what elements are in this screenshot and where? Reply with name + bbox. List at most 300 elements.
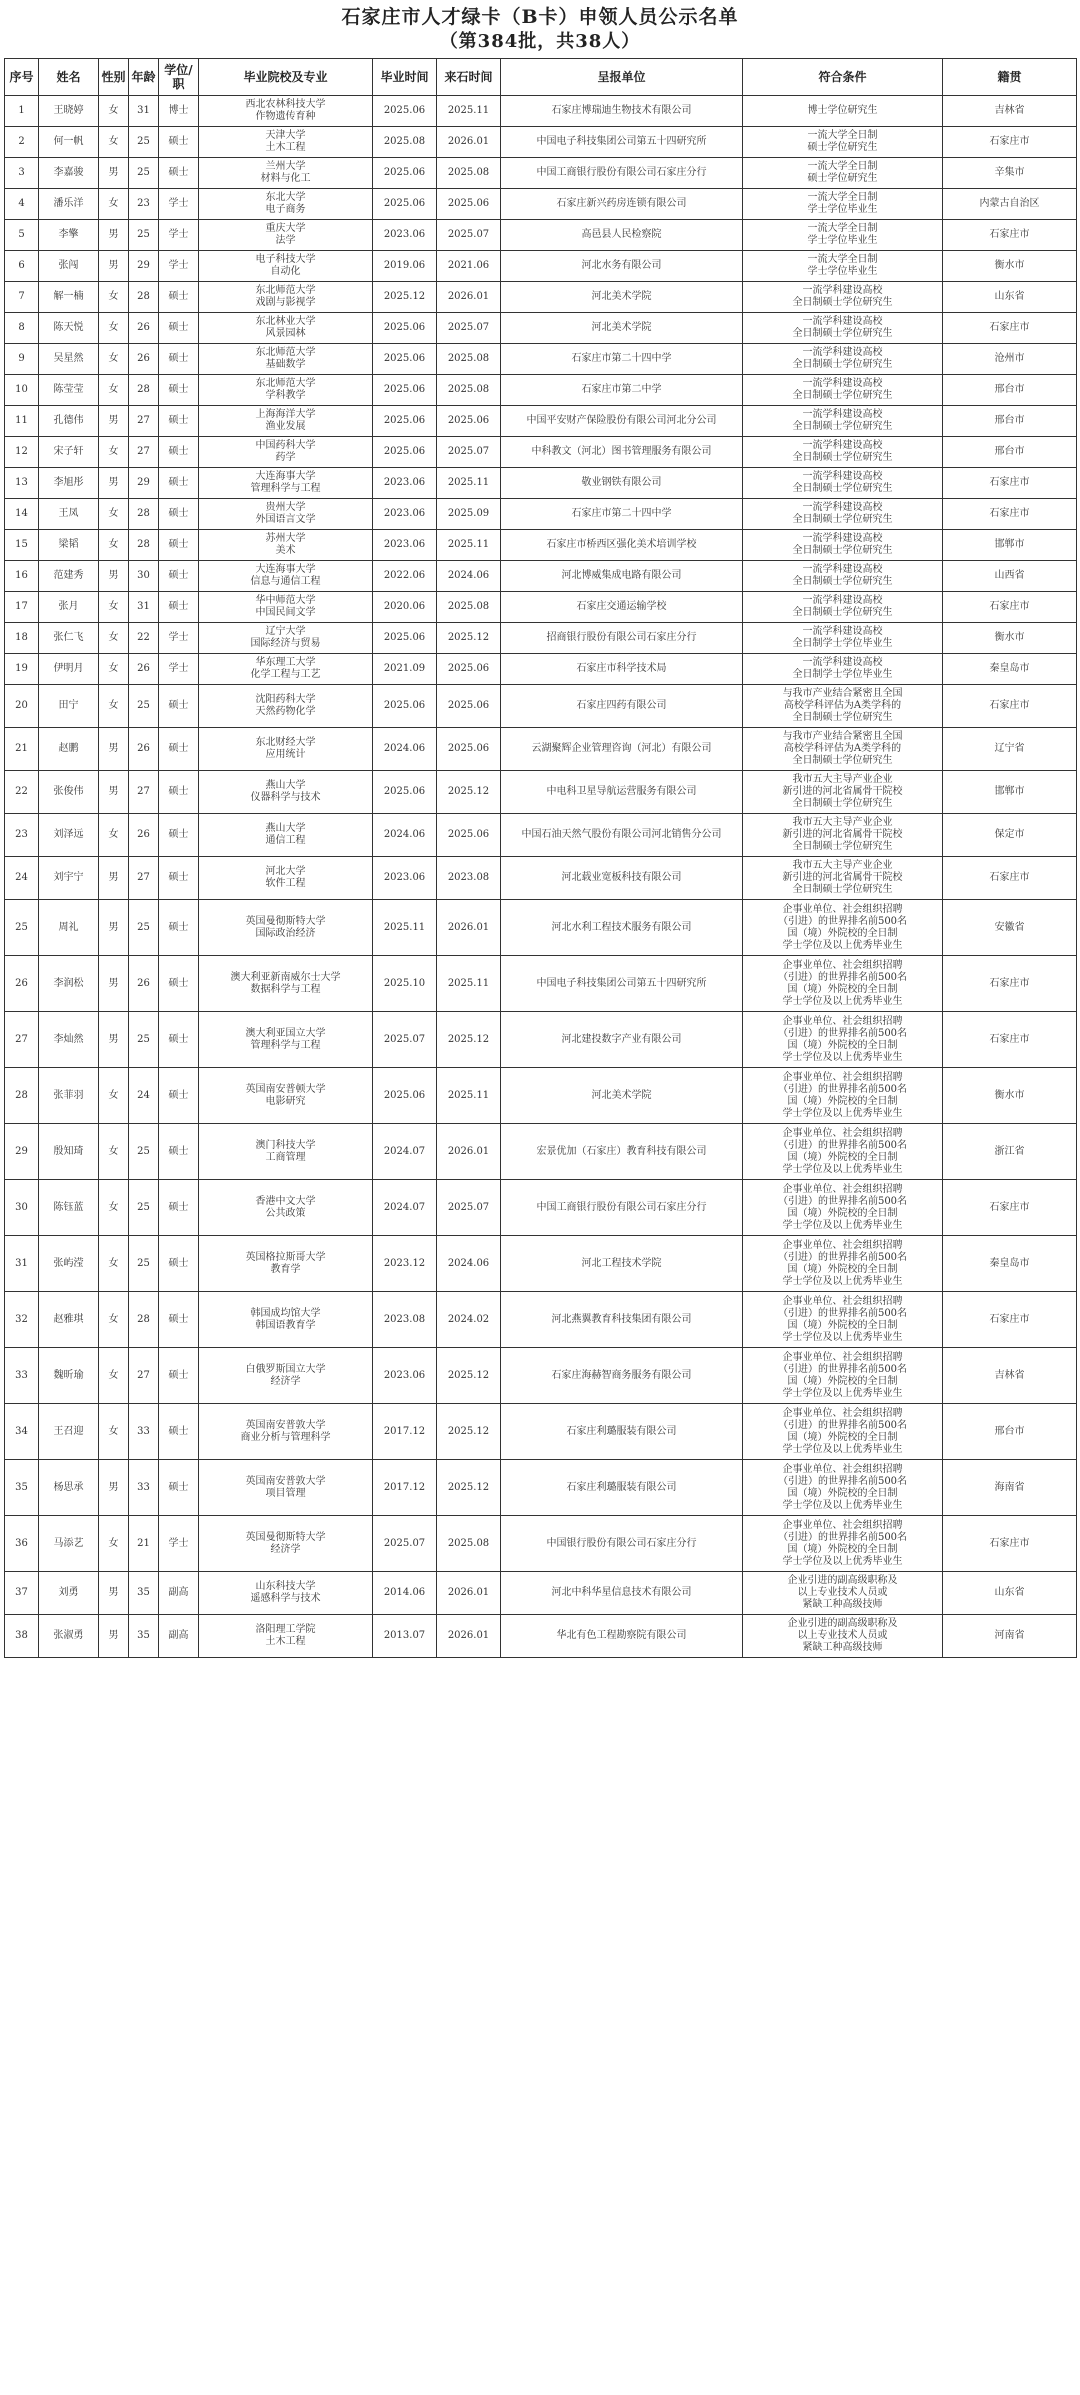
cell-name: 李润松 xyxy=(39,956,99,1012)
cell-age: 22 xyxy=(129,623,159,654)
cell-grad-time: 2025.06 xyxy=(373,406,437,437)
cell-age: 26 xyxy=(129,344,159,375)
cell-unit: 石家庄利璐服装有限公司 xyxy=(501,1404,743,1460)
cell-no: 5 xyxy=(5,220,39,251)
cell-no: 14 xyxy=(5,499,39,530)
cell-sex: 女 xyxy=(99,685,129,728)
cell-school xyxy=(199,956,373,1012)
cell-school-line: 东北林业大学 xyxy=(255,316,316,327)
cell-grad-time: 2023.06 xyxy=(373,468,437,499)
cell-condition-line: 企事业单位、社会组织招聘 xyxy=(782,903,903,915)
cell-degree: 硕士 xyxy=(159,282,199,313)
cell-school xyxy=(199,623,373,654)
table-row xyxy=(5,1012,1077,1068)
cell-degree: 学士 xyxy=(159,654,199,685)
cell-condition-line: 高校学科评估为A类学科的 xyxy=(783,700,902,711)
cell-school xyxy=(199,900,373,956)
cell-unit: 河北博威集成电路有限公司 xyxy=(501,561,743,592)
cell-age: 21 xyxy=(129,1516,159,1572)
table-row xyxy=(5,437,1077,468)
cell-school xyxy=(199,857,373,900)
cell-name: 陈钰蓝 xyxy=(39,1180,99,1236)
cell-condition-line: 学士学位及以上优秀毕业生 xyxy=(782,1163,903,1175)
cell-sex: 男 xyxy=(99,468,129,499)
cell-age: 28 xyxy=(129,499,159,530)
cell-degree: 硕士 xyxy=(159,561,199,592)
cell-origin: 衡水市 xyxy=(943,1068,1077,1124)
cell-sex: 女 xyxy=(99,1292,129,1348)
cell-sex: 女 xyxy=(99,814,129,857)
cell-condition-line: 国（境）外院校的全日制 xyxy=(787,983,898,995)
cell-grad-time: 2025.06 xyxy=(373,313,437,344)
cell-condition-line: 我市五大主导产业企业 xyxy=(792,817,893,828)
cell-name: 刘勇 xyxy=(39,1572,99,1615)
cell-degree: 硕士 xyxy=(159,406,199,437)
cell-arrive-time: 2025.11 xyxy=(437,96,501,127)
cell-grad-time: 2025.06 xyxy=(373,437,437,468)
cell-school-line: 土木工程 xyxy=(265,1636,306,1647)
cell-school-line: 东北师范大学 xyxy=(255,347,316,358)
cell-arrive-time: 2025.11 xyxy=(437,468,501,499)
cell-grad-time: 2013.07 xyxy=(373,1615,437,1658)
cell-grad-time: 2023.06 xyxy=(373,530,437,561)
cell-age: 25 xyxy=(129,1236,159,1292)
cell-no: 38 xyxy=(5,1615,39,1658)
cell-origin: 石家庄市 xyxy=(943,1180,1077,1236)
cell-school-line: 山东科技大学 xyxy=(255,1581,316,1592)
table-row xyxy=(5,251,1077,282)
cell-school xyxy=(199,685,373,728)
cell-arrive-time: 2025.11 xyxy=(437,956,501,1012)
cell-school-line: 信息与通信工程 xyxy=(250,576,321,587)
cell-age: 26 xyxy=(129,313,159,344)
header-no: 序号 xyxy=(5,59,39,96)
cell-condition-line: 全日制硕士学位研究生 xyxy=(792,798,893,809)
cell-age: 25 xyxy=(129,685,159,728)
cell-no: 17 xyxy=(5,592,39,623)
cell-school-line: 公共政策 xyxy=(265,1207,306,1219)
cell-condition-line: 企业引进的副高级职称及 xyxy=(787,1618,898,1629)
cell-origin: 石家庄市 xyxy=(943,956,1077,1012)
cell-degree: 硕士 xyxy=(159,1124,199,1180)
cell-school-line: 韩国成均馆大学 xyxy=(250,1307,321,1319)
header-origin: 籍贯 xyxy=(943,59,1077,96)
table-row xyxy=(5,1516,1077,1572)
cell-sex: 女 xyxy=(99,530,129,561)
cell-sex: 女 xyxy=(99,375,129,406)
cell-origin: 安徽省 xyxy=(943,900,1077,956)
cell-unit: 中国银行股份有限公司石家庄分行 xyxy=(501,1516,743,1572)
cell-grad-time: 2024.06 xyxy=(373,728,437,771)
cell-school-line: 国际经济与贸易 xyxy=(250,638,321,649)
cell-origin: 石家庄市 xyxy=(943,127,1077,158)
cell-condition-line: 学士学位毕业生 xyxy=(807,235,878,246)
cell-condition xyxy=(743,1068,943,1124)
cell-school-line: 药学 xyxy=(275,452,296,463)
cell-school-line: 材料与化工 xyxy=(260,173,311,184)
cell-sex: 女 xyxy=(99,282,129,313)
cell-arrive-time: 2025.08 xyxy=(437,158,501,189)
cell-degree: 硕士 xyxy=(159,1236,199,1292)
cell-school-line: 经济学 xyxy=(270,1375,301,1387)
cell-arrive-time: 2025.12 xyxy=(437,623,501,654)
cell-sex: 女 xyxy=(99,1516,129,1572)
cell-grad-time: 2025.06 xyxy=(373,771,437,814)
table-row xyxy=(5,313,1077,344)
cell-sex: 男 xyxy=(99,1460,129,1516)
cell-age: 30 xyxy=(129,561,159,592)
cell-origin: 内蒙古自治区 xyxy=(943,189,1077,220)
header-sex: 性别 xyxy=(99,59,129,96)
cell-origin: 河南省 xyxy=(943,1615,1077,1658)
cell-school-line: 华中师范大学 xyxy=(255,595,316,606)
document-title: 石家庄市人才绿卡（B卡）申领人员公示名单 xyxy=(341,6,739,28)
cell-grad-time: 2023.08 xyxy=(373,1292,437,1348)
cell-no: 15 xyxy=(5,530,39,561)
cell-origin: 辽宁省 xyxy=(943,728,1077,771)
cell-condition-line: 一流学科建设高校 xyxy=(802,533,883,544)
table-row xyxy=(5,592,1077,623)
cell-grad-time: 2025.06 xyxy=(373,375,437,406)
cell-condition xyxy=(743,530,943,561)
cell-no: 3 xyxy=(5,158,39,189)
cell-condition xyxy=(743,344,943,375)
table-row xyxy=(5,375,1077,406)
cell-condition xyxy=(743,1124,943,1180)
cell-degree: 硕士 xyxy=(159,468,199,499)
cell-unit: 河北载业宽板科技有限公司 xyxy=(501,857,743,900)
table-row xyxy=(5,406,1077,437)
cell-no: 29 xyxy=(5,1124,39,1180)
cell-school xyxy=(199,375,373,406)
cell-age: 25 xyxy=(129,900,159,956)
cell-name: 马添艺 xyxy=(39,1516,99,1572)
cell-condition-line: 企事业单位、社会组织招聘 xyxy=(782,1463,903,1475)
cell-condition-line: 学士学位毕业生 xyxy=(807,266,878,277)
cell-condition-line: 全日制硕士学位研究生 xyxy=(792,576,893,587)
table-row xyxy=(5,1572,1077,1615)
cell-school-line: 澳大利亚新南威尔士大学 xyxy=(230,971,341,983)
cell-school-line: 英国曼彻斯特大学 xyxy=(245,915,326,927)
cell-sex: 女 xyxy=(99,127,129,158)
cell-condition-line: 国（境）外院校的全日制 xyxy=(787,927,898,939)
cell-age: 28 xyxy=(129,530,159,561)
cell-condition-line: 一流学科建设高校 xyxy=(802,347,883,358)
cell-grad-time: 2014.06 xyxy=(373,1572,437,1615)
cell-school-line: 美术 xyxy=(275,545,296,556)
cell-school-line: 电子商务 xyxy=(265,204,306,215)
cell-condition-line: 全日制硕士学位研究生 xyxy=(792,607,893,618)
cell-school xyxy=(199,530,373,561)
cell-sex: 女 xyxy=(99,1236,129,1292)
cell-school-line: 燕山大学 xyxy=(265,823,306,834)
cell-grad-time: 2025.06 xyxy=(373,623,437,654)
cell-age: 25 xyxy=(129,1012,159,1068)
cell-condition-line: 一流学科建设高校 xyxy=(802,316,883,327)
cell-condition-line: （引进）的世界排名前500名 xyxy=(777,915,908,927)
cell-school-line: 辽宁大学 xyxy=(265,626,306,637)
cell-unit: 石家庄交通运输学校 xyxy=(501,592,743,623)
header-age: 年龄 xyxy=(129,59,159,96)
cell-school-line: 中国民间文学 xyxy=(255,607,316,618)
cell-school-line: 东北师范大学 xyxy=(255,285,316,296)
cell-sex: 女 xyxy=(99,96,129,127)
cell-condition-line: 企事业单位、社会组织招聘 xyxy=(782,1351,903,1363)
cell-grad-time: 2025.07 xyxy=(373,1012,437,1068)
cell-age: 29 xyxy=(129,251,159,282)
cell-arrive-time: 2025.08 xyxy=(437,375,501,406)
cell-name: 赵雅琪 xyxy=(39,1292,99,1348)
cell-condition xyxy=(743,1572,943,1615)
cell-sex: 女 xyxy=(99,1180,129,1236)
cell-name: 何一帆 xyxy=(39,127,99,158)
cell-unit: 河北美术学院 xyxy=(501,1068,743,1124)
cell-condition-line: 全日制硕士学位研究生 xyxy=(792,483,893,494)
cell-origin: 石家庄市 xyxy=(943,1292,1077,1348)
cell-unit: 中科教文（河北）图书管理服务有限公司 xyxy=(501,437,743,468)
cell-arrive-time: 2021.06 xyxy=(437,251,501,282)
cell-school-line: 通信工程 xyxy=(265,835,306,846)
cell-condition-line: 企事业单位、社会组织招聘 xyxy=(782,1295,903,1307)
cell-condition xyxy=(743,1180,943,1236)
cell-school xyxy=(199,1292,373,1348)
cell-school-line: 香港中文大学 xyxy=(255,1195,316,1207)
cell-school xyxy=(199,1516,373,1572)
cell-name: 刘泽远 xyxy=(39,814,99,857)
cell-condition-line: （引进）的世界排名前500名 xyxy=(777,1083,908,1095)
cell-school-line: 戏剧与影视学 xyxy=(255,297,316,308)
cell-condition-line: 国（境）外院校的全日制 xyxy=(787,1431,898,1443)
cell-arrive-time: 2025.09 xyxy=(437,499,501,530)
cell-condition-line: 企事业单位、社会组织招聘 xyxy=(782,1127,903,1139)
cell-unit: 河北工程技术学院 xyxy=(501,1236,743,1292)
cell-condition xyxy=(743,956,943,1012)
cell-degree: 硕士 xyxy=(159,814,199,857)
cell-condition-line: 全日制硕士学位研究生 xyxy=(792,328,893,339)
cell-degree: 副高 xyxy=(159,1572,199,1615)
cell-school-line: 天津大学 xyxy=(265,130,306,141)
table-row xyxy=(5,344,1077,375)
cell-arrive-time: 2025.12 xyxy=(437,1012,501,1068)
cell-condition-line: 国（境）外院校的全日制 xyxy=(787,1319,898,1331)
cell-condition xyxy=(743,1236,943,1292)
cell-name: 王召迎 xyxy=(39,1404,99,1460)
cell-arrive-time: 2026.01 xyxy=(437,1124,501,1180)
cell-age: 27 xyxy=(129,437,159,468)
cell-condition xyxy=(743,1615,943,1658)
cell-grad-time: 2017.12 xyxy=(373,1404,437,1460)
cell-condition-line: 学士学位及以上优秀毕业生 xyxy=(782,1331,903,1343)
cell-condition xyxy=(743,1012,943,1068)
table-row xyxy=(5,189,1077,220)
table-body xyxy=(5,96,1077,1658)
cell-school xyxy=(199,127,373,158)
cell-condition-line: 新引进的河北省属骨干院校 xyxy=(782,872,903,883)
cell-name: 王晓婷 xyxy=(39,96,99,127)
cell-name: 梁韬 xyxy=(39,530,99,561)
cell-school-line: 仪器科学与技术 xyxy=(250,792,321,803)
cell-unit: 华北有色工程勘察院有限公司 xyxy=(501,1615,743,1658)
cell-condition xyxy=(743,857,943,900)
cell-grad-time: 2021.09 xyxy=(373,654,437,685)
cell-condition-line: 以上专业技术人员或 xyxy=(797,1587,888,1598)
table-header xyxy=(5,59,1077,96)
cell-grad-time: 2025.06 xyxy=(373,189,437,220)
cell-no: 10 xyxy=(5,375,39,406)
cell-sex: 女 xyxy=(99,654,129,685)
table-row xyxy=(5,728,1077,771)
cell-school xyxy=(199,282,373,313)
cell-degree: 硕士 xyxy=(159,685,199,728)
table-row xyxy=(5,1292,1077,1348)
cell-condition-line: 一流大学全日制 xyxy=(807,223,878,234)
cell-grad-time: 2022.06 xyxy=(373,561,437,592)
cell-school-line: 化学工程与工艺 xyxy=(250,669,321,680)
cell-unit: 中电科卫星导航运营服务有限公司 xyxy=(501,771,743,814)
cell-school-line: 英国南安普顿大学 xyxy=(245,1083,326,1095)
table-row xyxy=(5,282,1077,313)
cell-age: 26 xyxy=(129,814,159,857)
cell-degree: 硕士 xyxy=(159,375,199,406)
cell-arrive-time: 2024.06 xyxy=(437,561,501,592)
cell-name: 赵鹏 xyxy=(39,728,99,771)
cell-condition xyxy=(743,771,943,814)
cell-school-line: 西北农林科技大学 xyxy=(245,99,326,110)
cell-condition xyxy=(743,127,943,158)
cell-unit: 河北燕翼教育科技集团有限公司 xyxy=(501,1292,743,1348)
cell-name: 张菲羽 xyxy=(39,1068,99,1124)
cell-school-line: 白俄罗斯国立大学 xyxy=(245,1363,326,1375)
cell-name: 张屿滢 xyxy=(39,1236,99,1292)
cell-condition xyxy=(743,499,943,530)
table-row xyxy=(5,127,1077,158)
cell-degree: 硕士 xyxy=(159,1404,199,1460)
cell-grad-time: 2025.06 xyxy=(373,158,437,189)
cell-condition-line: 全日制硕士学位研究生 xyxy=(792,452,893,463)
table-row xyxy=(5,857,1077,900)
cell-degree: 硕士 xyxy=(159,857,199,900)
cell-school-line: 土木工程 xyxy=(265,142,306,153)
cell-unit: 中国工商银行股份有限公司石家庄分行 xyxy=(501,158,743,189)
cell-sex: 女 xyxy=(99,313,129,344)
cell-age: 31 xyxy=(129,592,159,623)
cell-origin: 石家庄市 xyxy=(943,1516,1077,1572)
table-row xyxy=(5,1180,1077,1236)
cell-no: 30 xyxy=(5,1180,39,1236)
cell-no: 2 xyxy=(5,127,39,158)
cell-name: 杨思承 xyxy=(39,1460,99,1516)
cell-school-line: 英国南安普敦大学 xyxy=(245,1475,326,1487)
cell-arrive-time: 2025.12 xyxy=(437,1404,501,1460)
cell-origin: 石家庄市 xyxy=(943,685,1077,728)
cell-school-line: 沈阳药科大学 xyxy=(255,694,316,705)
cell-condition-line: 学士学位及以上优秀毕业生 xyxy=(782,1107,903,1119)
cell-school-line: 洛阳理工学院 xyxy=(255,1624,316,1635)
cell-name: 王凤 xyxy=(39,499,99,530)
cell-no: 34 xyxy=(5,1404,39,1460)
cell-condition xyxy=(743,375,943,406)
cell-origin: 石家庄市 xyxy=(943,468,1077,499)
cell-condition xyxy=(743,623,943,654)
cell-school-line: 贵州大学 xyxy=(265,502,306,513)
table-row xyxy=(5,1404,1077,1460)
cell-grad-time: 2024.06 xyxy=(373,814,437,857)
table-row xyxy=(5,468,1077,499)
cell-unit: 中国工商银行股份有限公司石家庄分行 xyxy=(501,1180,743,1236)
cell-grad-time: 2023.06 xyxy=(373,220,437,251)
cell-name: 潘乐洋 xyxy=(39,189,99,220)
cell-no: 16 xyxy=(5,561,39,592)
cell-arrive-time: 2025.07 xyxy=(437,220,501,251)
cell-unit: 河北美术学院 xyxy=(501,282,743,313)
cell-name: 周礼 xyxy=(39,900,99,956)
cell-condition xyxy=(743,1404,943,1460)
cell-arrive-time: 2026.01 xyxy=(437,1615,501,1658)
cell-name: 张俊伟 xyxy=(39,771,99,814)
cell-school-line: 大连海事大学 xyxy=(255,564,316,575)
cell-age: 29 xyxy=(129,468,159,499)
cell-unit: 石家庄海赫智商务服务有限公司 xyxy=(501,1348,743,1404)
cell-school-line: 燕山大学 xyxy=(265,780,306,791)
cell-condition-line: 全日制硕士学位研究生 xyxy=(792,841,893,852)
cell-origin: 石家庄市 xyxy=(943,1012,1077,1068)
cell-grad-time: 2024.07 xyxy=(373,1180,437,1236)
cell-sex: 女 xyxy=(99,1404,129,1460)
cell-degree: 硕士 xyxy=(159,956,199,1012)
cell-no: 8 xyxy=(5,313,39,344)
cell-school xyxy=(199,1404,373,1460)
cell-age: 26 xyxy=(129,654,159,685)
cell-arrive-time: 2024.02 xyxy=(437,1292,501,1348)
cell-condition-line: （引进）的世界排名前500名 xyxy=(777,1027,908,1039)
cell-origin: 秦皇岛市 xyxy=(943,654,1077,685)
cell-grad-time: 2023.06 xyxy=(373,499,437,530)
cell-arrive-time: 2025.11 xyxy=(437,530,501,561)
table-row xyxy=(5,623,1077,654)
cell-no: 13 xyxy=(5,468,39,499)
cell-arrive-time: 2025.07 xyxy=(437,437,501,468)
cell-arrive-time: 2025.12 xyxy=(437,1460,501,1516)
cell-school xyxy=(199,96,373,127)
cell-degree: 硕士 xyxy=(159,158,199,189)
cell-unit: 河北水务有限公司 xyxy=(501,251,743,282)
cell-school-line: 中国药科大学 xyxy=(255,440,316,451)
cell-sex: 男 xyxy=(99,728,129,771)
table-row xyxy=(5,1236,1077,1292)
cell-sex: 男 xyxy=(99,1572,129,1615)
cell-no: 12 xyxy=(5,437,39,468)
cell-degree: 硕士 xyxy=(159,530,199,561)
header-grad-time: 毕业时间 xyxy=(373,59,437,96)
cell-school-line: 英国格拉斯哥大学 xyxy=(245,1251,326,1263)
cell-condition-line: 一流学科建设高校 xyxy=(802,471,883,482)
cell-sex: 女 xyxy=(99,499,129,530)
cell-origin: 山西省 xyxy=(943,561,1077,592)
cell-condition-line: 我市五大主导产业企业 xyxy=(792,774,893,785)
cell-no: 9 xyxy=(5,344,39,375)
cell-school-line: 大连海事大学 xyxy=(255,471,316,482)
cell-grad-time: 2023.06 xyxy=(373,857,437,900)
cell-no: 36 xyxy=(5,1516,39,1572)
cell-no: 24 xyxy=(5,857,39,900)
cell-condition-line: （引进）的世界排名前500名 xyxy=(777,1139,908,1151)
cell-condition-line: 企事业单位、社会组织招聘 xyxy=(782,959,903,971)
cell-degree: 学士 xyxy=(159,251,199,282)
cell-sex: 男 xyxy=(99,1012,129,1068)
cell-sex: 女 xyxy=(99,1124,129,1180)
cell-name: 魏昕瑜 xyxy=(39,1348,99,1404)
cell-condition-line: 企业引进的副高级职称及 xyxy=(787,1575,898,1586)
